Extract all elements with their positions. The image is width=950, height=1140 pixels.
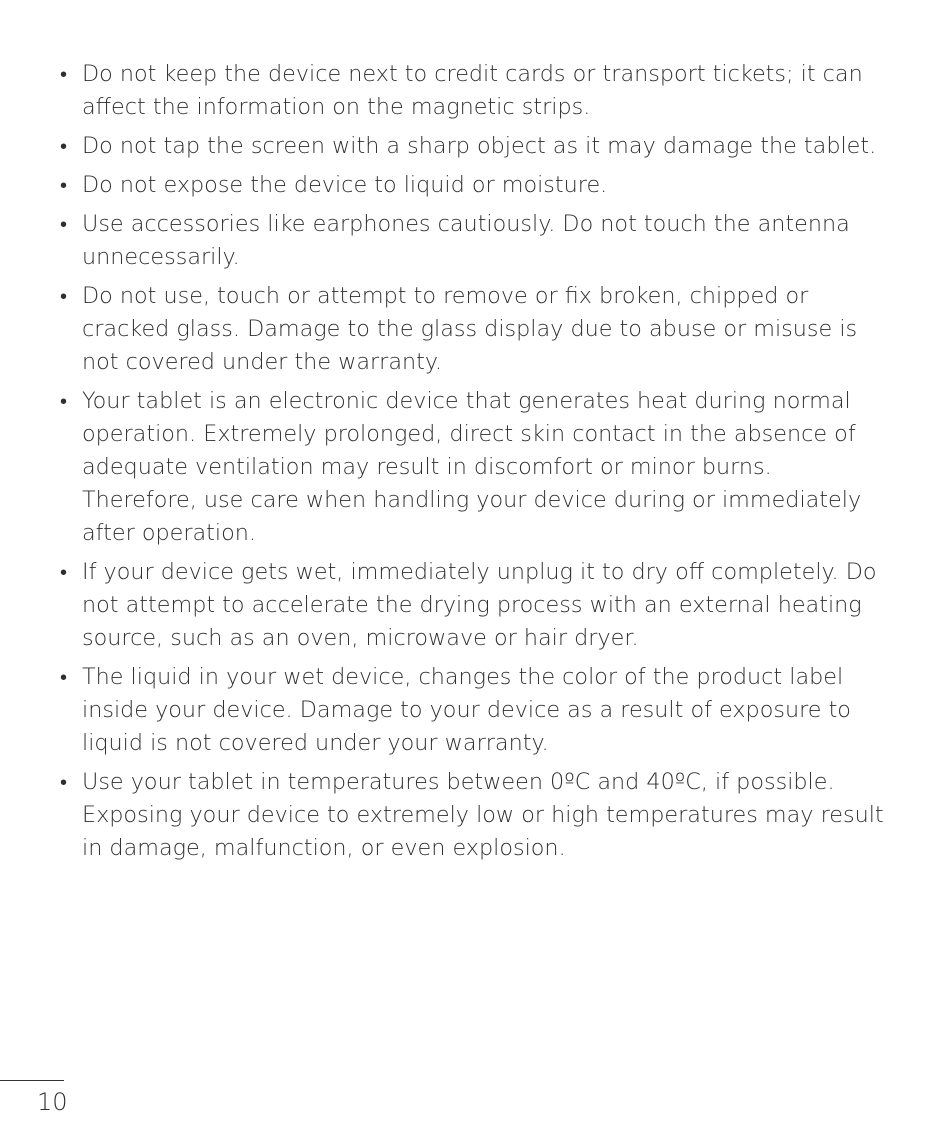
list-item-text: Use your tablet in temperatures between 0ºC and 40ºC, if possible. Exposing your device to extremely low or high temperatures may result in damage, malfunction, or even explosion. bbox=[82, 769, 884, 861]
page-number: 10 bbox=[37, 1088, 68, 1116]
page-footer bbox=[0, 1080, 68, 1116]
list-item-text: Use accessories like earphones cautiously. Do not touch the antenna unnecessarily. bbox=[82, 211, 850, 270]
list-item bbox=[60, 766, 890, 865]
list-item bbox=[60, 385, 890, 550]
list-item-text: Do not tap the screen with a sharp object as it may damage the tablet. bbox=[82, 133, 877, 159]
list-item-text: Do not use, touch or attempt to remove or fix broken, chipped or cracked glass. Damage to the glass display due to abuse or misuse is not covered under the warranty. bbox=[82, 283, 858, 375]
footer-divider bbox=[0, 1080, 64, 1081]
bullet-icon: • bbox=[60, 389, 68, 413]
list-item bbox=[60, 280, 890, 379]
bullet-icon: • bbox=[60, 284, 68, 308]
bullet-icon: • bbox=[60, 173, 68, 197]
list-item bbox=[60, 169, 890, 202]
list-item-text: The liquid in your wet device, changes the color of the product label inside your device. Damage to your device as a result of exposure to liquid is not covered under your warranty. bbox=[82, 664, 851, 756]
bullet-icon: • bbox=[60, 560, 68, 584]
list-item-text: Do not expose the device to liquid or moisture. bbox=[82, 172, 608, 198]
list-item-text: If your device gets wet, immediately unplug it to dry off completely. Do not attempt to accelerate the drying process with an external heating source, such as an oven, microwave or hair dryer. bbox=[82, 559, 877, 651]
list-item bbox=[60, 130, 890, 163]
bullet-icon: • bbox=[60, 665, 68, 689]
bullet-icon: • bbox=[60, 770, 68, 794]
list-item bbox=[60, 58, 890, 124]
list-item bbox=[60, 208, 890, 274]
list-item-text: Your tablet is an electronic device that generates heat during normal operation. Extremely prolonged, direct skin contact in the absence of adequate ventilation may result in discomfort or minor burns. Therefore, use care when handling your device during or immediately after operation. bbox=[82, 388, 862, 546]
list-item-text: Do not keep the device next to credit cards or transport tickets; it can affect the information on the magnetic strips. bbox=[82, 61, 863, 120]
bullet-icon: • bbox=[60, 62, 68, 86]
bullet-icon: • bbox=[60, 212, 68, 236]
bullet-icon: • bbox=[60, 134, 68, 158]
document-body bbox=[60, 58, 890, 871]
list-item bbox=[60, 661, 890, 760]
safety-bullet-list bbox=[60, 58, 890, 865]
list-item bbox=[60, 556, 890, 655]
